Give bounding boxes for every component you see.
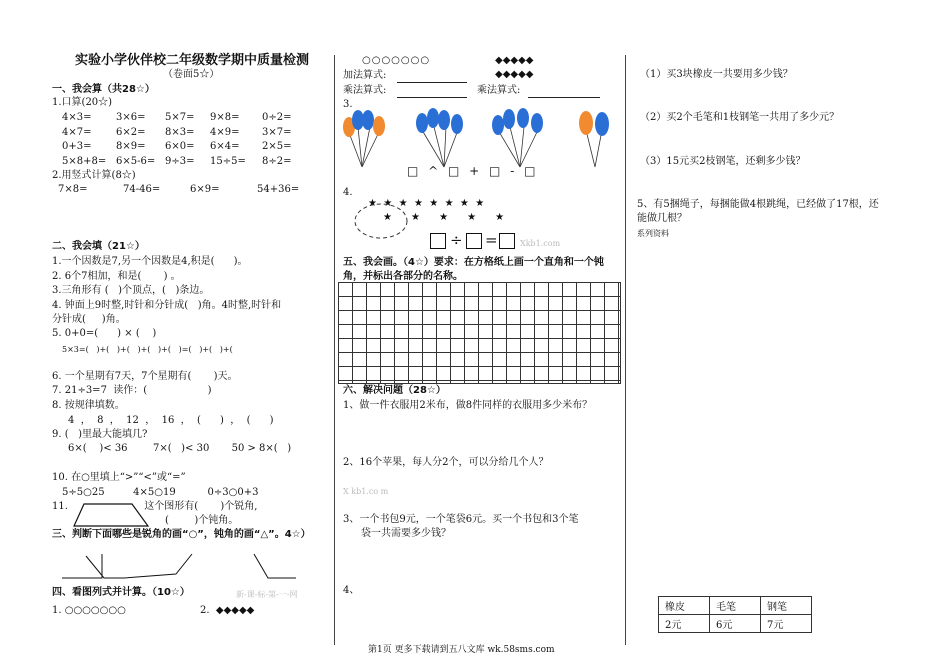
- price-value-eraser: 2元: [659, 615, 710, 633]
- vertical-calc-item-3: 6×9=: [190, 184, 220, 195]
- problem-3-line-1: 3、一个书包9元，一个笔袋6元。买一个书包和3个笔: [343, 514, 579, 525]
- calc-item: 6×5-6=: [116, 155, 156, 167]
- angle-figures: [58, 550, 308, 582]
- problem-2: 2、16个苹果，每人分2个，可以分给几个人？: [343, 457, 549, 468]
- calc-item: 5×8+8=: [62, 155, 107, 167]
- calc-item: 2×5=: [262, 141, 292, 152]
- problem-1: 1、做一件衣服用2米布，做8件同样的衣服用多少米布？: [343, 400, 593, 411]
- price-table-value-row: [659, 615, 812, 633]
- vertical-calc-item-4: 54+36=: [257, 184, 300, 195]
- fill-line-5b: 5×3=( )+( )+( )+( )+( )=( )+( )+(: [62, 345, 233, 354]
- exam-subtitle: （卷面5☆）: [163, 69, 220, 80]
- answer-box-3: [499, 233, 515, 249]
- fill-line-9: 9. ( )里最大能填几?: [52, 429, 148, 440]
- problem-4: 4、: [343, 585, 360, 596]
- col3-question-1: （1）买3块橡皮一共要用多少钱？: [640, 69, 793, 80]
- calc-item: 3×6=: [116, 112, 146, 123]
- calc-item: 8×9=: [116, 141, 146, 152]
- addition-answer-line: [397, 82, 467, 83]
- fill-line-7: 7. 21÷3=7 读作：( ): [52, 385, 212, 396]
- column-divider-right: [625, 55, 626, 645]
- fill-line-5: 5. 0+0=( ) × ( ): [52, 328, 157, 339]
- calc-item: 0÷2=: [262, 112, 292, 123]
- fill-line-6: 6. 一个星期有7天，7个星期有( )天。: [52, 371, 238, 382]
- diamonds-row-2: ◆◆◆◆◆: [495, 69, 534, 80]
- fill-line-11b: ( )个钝角。: [165, 515, 239, 526]
- multiplication-label-2: 乘法算式:: [477, 85, 521, 96]
- col3-question-3: （3）15元买2枝钢笔，还剩多少钱？: [640, 156, 806, 167]
- watermark-3: X kb1.co m: [343, 487, 389, 496]
- fill-line-8: 8. 按规律填数。: [52, 400, 125, 411]
- problem-5-line-1: 5、有5捆绳子，每捆能做4根跳绳，已经做了17根，还: [637, 199, 879, 210]
- comparison-boxes: □ ^ □ + □ - □: [407, 164, 539, 178]
- problem-5-line-2: 能做几根？: [637, 213, 687, 224]
- section-4-q1: 1. ○○○○○○○: [52, 605, 126, 616]
- question-3-label: 3.: [343, 99, 353, 110]
- calc-item: 9÷3=: [165, 155, 195, 167]
- multiplication-label-1: 乘法算式:: [343, 85, 387, 96]
- section-4-q2: 2. ◆◆◆◆◆: [200, 605, 255, 616]
- fill-line-1: 1.一个因数是7,另一个因数是4,积是( )。: [52, 256, 248, 267]
- fill-line-10b: 5÷5○25 4×5○19 0÷3○0+3: [62, 487, 259, 498]
- calc-item: 5×7=: [165, 112, 195, 123]
- section-2-title: 二、我会填（21☆）: [52, 241, 145, 252]
- calc-item: 4×7=: [62, 126, 92, 138]
- calc-item: 6×4=: [210, 141, 240, 152]
- trapezoid-figure: [72, 500, 152, 530]
- multiplication-answer-line-1: [397, 97, 467, 98]
- balloon-group-4: [579, 111, 609, 167]
- diamonds-row-1: ◆◆◆◆◆: [495, 55, 534, 66]
- series-note: 系列资料: [637, 229, 669, 238]
- calc-item: 8÷2=: [262, 155, 292, 167]
- calc-item: 4×3=: [62, 112, 92, 123]
- fill-line-4: 4. 钟面上9时整,时针和分针成( )角。4时整,时针和: [52, 300, 282, 311]
- balloon-group-2: [416, 108, 463, 167]
- divide-sign: ÷: [450, 231, 463, 249]
- watermark-1: 新-课-标-第-一-网: [236, 590, 298, 599]
- calc-item: 6×2=: [116, 126, 146, 138]
- problem-3-line-2: 袋一共需要多少钱？: [361, 528, 451, 539]
- col3-question-2: （2）买2个毛笔和1枝钢笔一共用了多少元？: [640, 112, 840, 123]
- price-header-pen: 钢笔: [761, 597, 812, 615]
- calc-item: 15÷5=: [210, 155, 246, 167]
- balloon-group-3: [492, 108, 543, 167]
- equals-sign: =: [485, 231, 498, 249]
- price-table: [658, 596, 812, 633]
- fill-line-4b: 分针成( )角。: [52, 314, 126, 325]
- page-footer: 第1页 更多下载请到五八文库 wk.58sms.com: [368, 645, 555, 655]
- fill-line-2: 2. 6个7相加，和是( ) 。: [52, 271, 181, 282]
- price-header-brush: 毛笔: [710, 597, 761, 615]
- section-6-title: 六、解决问题（28☆）: [343, 385, 446, 396]
- stars-row-1: ★ ★ ★ ★ ★ ★ ★ ★: [368, 198, 485, 209]
- addition-label: 加法算式:: [343, 70, 387, 81]
- section-1-title: 一、我会算（共28☆）: [52, 84, 155, 95]
- dashed-circle: [353, 201, 409, 241]
- price-value-pen: 7元: [761, 615, 812, 633]
- multiplication-answer-line-2: [528, 97, 600, 98]
- calc-item: 6×0=: [165, 141, 195, 152]
- drawing-grid: [338, 282, 621, 384]
- fill-line-9b: 6×( )< 36 7×( )< 30 50 > 8×( ): [68, 443, 292, 454]
- balloon-group-1: [343, 110, 385, 167]
- price-table-header-row: [659, 597, 812, 615]
- price-value-brush: 6元: [710, 615, 761, 633]
- vertical-calc-item-2: 74-46=: [123, 184, 161, 195]
- calc-item: 9×8=: [210, 112, 240, 123]
- section-5-title: 五、我会画。（4☆）要求：在方格纸上画一个直角和一个钝角，并标出各部分的名称。: [343, 257, 604, 282]
- vertical-calc-item-1: 7×8=: [58, 184, 88, 195]
- answer-box-1: [430, 233, 446, 249]
- circles-row: ○○○○○○○: [362, 55, 431, 66]
- price-header-eraser: 橡皮: [659, 597, 710, 615]
- balloons-illustration: [340, 105, 620, 170]
- fill-line-3: 3.三角形有 ( )个顶点，( )条边。: [52, 285, 210, 296]
- fill-line-10: 10. 在○里填上“>”“<”或“=”: [52, 472, 186, 483]
- stars-row-2: ★ ★ ★ ★ ★: [383, 212, 505, 223]
- exam-title: 实验小学伙伴校二年级数学期中质量检测: [75, 53, 310, 68]
- calc-item: 0+3=: [62, 141, 92, 152]
- section-4-title: 四、看图列式并计算。（10☆）: [52, 587, 190, 598]
- section-3-title: 三、判断下面哪些是锐角的画“○”，钝角的画“△”。4☆）: [52, 529, 311, 540]
- watermark-2: Xkb1.com: [520, 239, 561, 248]
- calc-item: 3×7=: [262, 126, 292, 138]
- fill-line-11: 11. 这个图形有( )个锐角,: [52, 501, 258, 512]
- question-4-label: 4.: [343, 187, 353, 198]
- calc-item: 8×3=: [165, 126, 195, 138]
- fill-line-8b: 4 ， 8 ， 12 ， 16 ， ( ) ， ( ): [68, 415, 274, 426]
- calc-item: 4×9=: [210, 126, 240, 138]
- section-1-q2-label: 2.用竖式计算(8☆): [52, 170, 136, 181]
- answer-box-2: [466, 233, 482, 249]
- column-divider-left: [334, 55, 335, 645]
- section-1-q1-label: 1.口算(20☆): [52, 97, 113, 108]
